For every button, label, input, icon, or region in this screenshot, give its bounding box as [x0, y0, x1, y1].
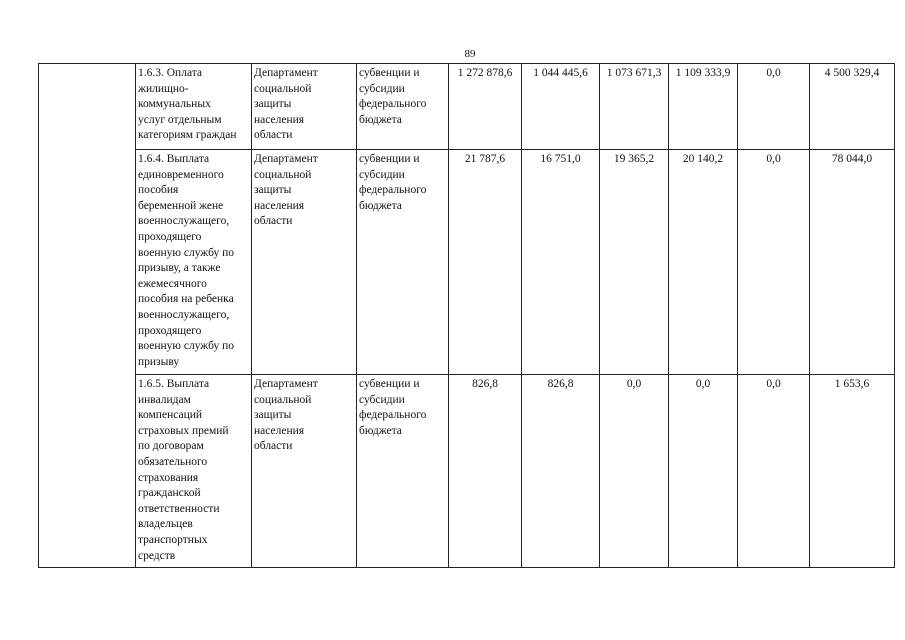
- agency-cell: [252, 64, 357, 150]
- value-cell: 19 365,2: [600, 150, 669, 375]
- text-line: области: [254, 215, 293, 228]
- text-line: социальной: [254, 168, 312, 181]
- text-line: 1.6.5. Выплата: [138, 378, 210, 390]
- total-cell: 78 044,0: [810, 150, 895, 375]
- text-line: военнослужащего,: [138, 308, 230, 321]
- text-line: населения: [254, 113, 305, 126]
- text-line: компенсаций: [138, 409, 203, 422]
- table-row: [39, 375, 895, 568]
- text-line: социальной: [254, 82, 312, 95]
- text-line: субвенции и: [359, 378, 420, 390]
- text-line: коммунальных: [138, 98, 211, 111]
- text-line: военнослужащего,: [138, 215, 230, 228]
- text-line: Департамент: [254, 378, 318, 390]
- text-line: жилищно-: [138, 82, 189, 95]
- text-line: защиты: [254, 184, 292, 197]
- text-line: субвенции и: [359, 153, 420, 165]
- text-line: призыву, а также: [138, 262, 221, 275]
- value-cell: 0,0: [738, 375, 810, 568]
- text-line: субсидии: [359, 168, 405, 181]
- text-line: ежемесячного: [138, 277, 207, 290]
- text-line: бюджета: [359, 199, 402, 212]
- text-line: населения: [254, 424, 305, 437]
- text-line: военную службу по: [138, 340, 235, 353]
- merged-left-cell: [39, 64, 136, 568]
- text-line: 1.6.4. Выплата: [138, 153, 210, 165]
- text-line: населения: [254, 199, 305, 212]
- value-cell: 1 109 333,9: [669, 64, 738, 150]
- value-cell: 1 073 671,3: [600, 64, 669, 150]
- text-line: страховых премий: [138, 424, 229, 437]
- text-line: инвалидам: [138, 393, 191, 406]
- task-name-cell: [136, 64, 252, 150]
- page-number: 89: [464, 48, 476, 60]
- value-cell: 0,0: [738, 64, 810, 150]
- total-cell: 1 653,6: [810, 375, 895, 568]
- text-line: пособия на ребенка: [138, 293, 234, 306]
- table-row: [39, 64, 895, 150]
- value-cell: 0,0: [738, 150, 810, 375]
- value-cell: 1 272 878,6: [449, 64, 522, 150]
- text-line: бюджета: [359, 113, 402, 126]
- funding-source-cell: [357, 150, 449, 375]
- agency-cell: [252, 375, 357, 568]
- text-line: владельцев: [138, 518, 193, 531]
- text-line: субвенции и: [359, 67, 420, 79]
- text-line: защиты: [254, 98, 292, 111]
- agency-cell: [252, 150, 357, 375]
- value-cell: 1 044 445,6: [522, 64, 600, 150]
- funding-source-cell: [357, 64, 449, 150]
- text-line: единовременного: [138, 168, 224, 181]
- text-line: ответственности: [138, 502, 220, 515]
- text-line: по договорам: [138, 440, 204, 453]
- text-line: бюджета: [359, 424, 402, 437]
- table-row: [39, 150, 895, 375]
- value-cell: 20 140,2: [669, 150, 738, 375]
- text-line: средств: [138, 549, 176, 562]
- text-line: Департамент: [254, 153, 318, 165]
- text-line: федерального: [359, 98, 427, 111]
- text-line: защиты: [254, 409, 292, 422]
- text-line: социальной: [254, 393, 312, 406]
- value-cell: 0,0: [669, 375, 738, 568]
- text-line: Департамент: [254, 67, 318, 79]
- text-line: беременной жене: [138, 199, 224, 212]
- text-line: проходящего: [138, 230, 202, 243]
- value-cell: 16 751,0: [522, 150, 600, 375]
- value-cell: 0,0: [600, 375, 669, 568]
- text-line: страхования: [138, 471, 199, 484]
- text-line: области: [254, 129, 293, 142]
- text-line: 1.6.3. Оплата: [138, 67, 203, 79]
- funding-source-cell: [357, 375, 449, 568]
- value-cell: 826,8: [449, 375, 522, 568]
- text-line: категориям граждан: [138, 129, 237, 142]
- text-line: федерального: [359, 409, 427, 422]
- text-line: пособия: [138, 184, 179, 197]
- task-name-cell: [136, 150, 252, 375]
- budget-table: [38, 63, 895, 568]
- text-line: проходящего: [138, 324, 202, 337]
- text-line: субсидии: [359, 82, 405, 95]
- text-line: военную службу по: [138, 246, 235, 259]
- text-line: гражданской: [138, 487, 201, 500]
- text-line: федерального: [359, 184, 427, 197]
- task-name-cell: [136, 375, 252, 568]
- text-line: услуг отдельным: [138, 113, 222, 126]
- text-line: обязательного: [138, 455, 208, 468]
- text-line: транспортных: [138, 533, 208, 546]
- text-line: призыву: [138, 355, 180, 368]
- text-line: области: [254, 440, 293, 453]
- text-line: субсидии: [359, 393, 405, 406]
- value-cell: 826,8: [522, 375, 600, 568]
- value-cell: 21 787,6: [449, 150, 522, 375]
- total-cell: 4 500 329,4: [810, 64, 895, 150]
